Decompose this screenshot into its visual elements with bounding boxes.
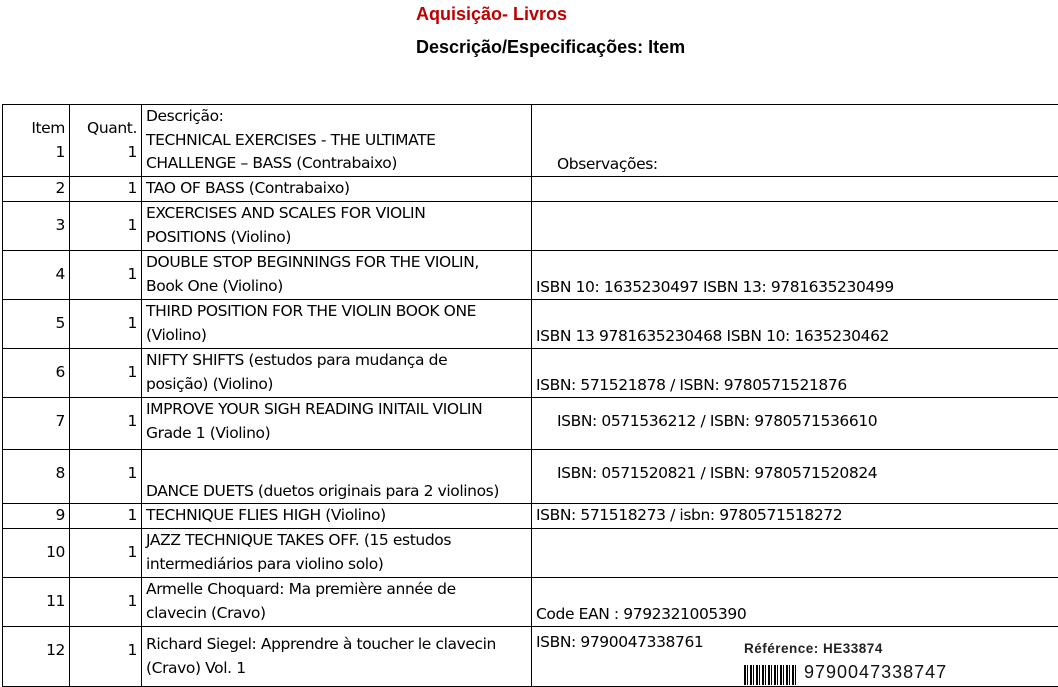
obs-cell: ISBN: 571518273 / isbn: 9780571518272 [532, 504, 1058, 529]
desc-line: NIFTY SHIFTS (estudos para mudança de [146, 349, 527, 373]
desc-line: posição) (Violino) [146, 373, 527, 397]
item-number: 4 [3, 251, 70, 300]
desc-line: DOUBLE STOP BEGINNINGS FOR THE VIOLIN, [146, 251, 527, 275]
desc-cell [142, 398, 532, 450]
desc-line: Richard Siegel: Apprendre à toucher le clavecin [146, 633, 527, 657]
desc-line: (Violino) [146, 324, 527, 348]
desc-line: TECHNICAL EXERCISES - THE ULTIMATE [146, 129, 527, 153]
desc-line: IMPROVE YOUR SIGH READING INITAIL VIOLIN [146, 398, 527, 422]
obs-cell [532, 177, 1058, 202]
document-subtitle: Descrição/Especificações: Item [416, 37, 685, 58]
qty-value: 1 [70, 578, 142, 627]
table-row [3, 349, 1058, 398]
table-row [3, 177, 1058, 202]
qty-value: 1 [70, 450, 142, 504]
desc-line: CHALLENGE – BASS (Contrabaixo) [146, 152, 527, 176]
barcode-reference: Référence: HE33874 [744, 641, 883, 656]
table-row [3, 504, 1058, 529]
obs-cell: ISBN: 571521878 / ISBN: 9780571521876 [532, 349, 1058, 398]
obs-cell: ISBN: 9790047338761 [532, 627, 1058, 687]
desc-line: DANCE DUETS (duetos originais para 2 violinos) [146, 480, 527, 504]
desc-cell [142, 450, 532, 504]
desc-cell [142, 578, 532, 627]
desc-line: Book One (Violino) [146, 275, 527, 299]
desc-line: JAZZ TECHNIQUE TAKES OFF. (15 estudos [146, 529, 527, 553]
desc-cell [142, 349, 532, 398]
item-number: 10 [3, 529, 70, 578]
obs-cell: ISBN: 0571520821 / ISBN: 9780571520824 [532, 450, 1058, 504]
desc-cell [142, 202, 532, 251]
desc-line: EXCERCISES AND SCALES FOR VIOLIN [146, 202, 527, 226]
item-cell [3, 105, 70, 177]
desc-cell [142, 177, 532, 202]
item-number: 8 [3, 450, 70, 504]
barcode-bars [744, 665, 796, 685]
desc-line: intermediários para violino solo) [146, 553, 527, 577]
desc-cell [142, 300, 532, 349]
obs-cell: Code EAN : 9792321005390 [532, 578, 1058, 627]
table-row [3, 450, 1058, 504]
item-number: 1 [7, 141, 65, 165]
qty-value: 1 [70, 504, 142, 529]
desc-cell [142, 529, 532, 578]
barcode-label [744, 641, 984, 681]
desc-header-label: Descrição: [146, 105, 527, 129]
desc-cell [142, 504, 532, 529]
qty-cell [70, 105, 142, 177]
document-title: Aquisição- Livros [416, 4, 567, 25]
desc-cell [142, 251, 532, 300]
item-header-label: Item [7, 117, 65, 141]
qty-value: 1 [70, 202, 142, 251]
item-number: 9 [3, 504, 70, 529]
obs-cell [532, 202, 1058, 251]
obs-cell [532, 105, 1058, 177]
obs-cell: ISBN 10: 1635230497 ISBN 13: 9781635230499 [532, 251, 1058, 300]
qty-value: 1 [74, 141, 137, 165]
qty-header-label: Quant. [74, 117, 137, 141]
item-number: 5 [3, 300, 70, 349]
item-number: 3 [3, 202, 70, 251]
obs-cell: ISBN: 0571536212 / ISBN: 9780571536610 [532, 398, 1058, 450]
table-row [3, 578, 1058, 627]
desc-line: THIRD POSITION FOR THE VIOLIN BOOK ONE [146, 300, 527, 324]
obs-cell [532, 529, 1058, 578]
table-row [3, 202, 1058, 251]
qty-value: 1 [70, 177, 142, 202]
item-number: 11 [3, 578, 70, 627]
table-row [3, 398, 1058, 450]
item-number: 6 [3, 349, 70, 398]
qty-value: 1 [70, 627, 142, 687]
item-number: 2 [3, 177, 70, 202]
obs-cell: ISBN 13 9781635230468 ISBN 10: 1635230462 [532, 300, 1058, 349]
desc-line: TECHNIQUE FLIES HIGH (Violino) [146, 504, 527, 528]
barcode-number: 9790047338747 [804, 662, 947, 683]
desc-cell [142, 627, 532, 687]
desc-line: Armelle Choquard: Ma première année de [146, 578, 527, 602]
table-row [3, 300, 1058, 349]
desc-line: Grade 1 (Violino) [146, 422, 527, 446]
qty-value: 1 [70, 529, 142, 578]
desc-line: POSITIONS (Violino) [146, 226, 527, 250]
qty-value: 1 [70, 398, 142, 450]
obs-header-label: Observações: [557, 153, 1058, 177]
table-row [3, 105, 1058, 177]
table-row [3, 529, 1058, 578]
item-number: 7 [3, 398, 70, 450]
desc-line: (Cravo) Vol. 1 [146, 657, 527, 681]
desc-cell [142, 105, 532, 177]
qty-value: 1 [70, 251, 142, 300]
desc-line: TAO OF BASS (Contrabaixo) [146, 177, 527, 201]
items-table [2, 104, 1058, 687]
qty-value: 1 [70, 300, 142, 349]
table-row [3, 251, 1058, 300]
item-number: 12 [3, 627, 70, 687]
desc-line: clavecin (Cravo) [146, 602, 527, 626]
qty-value: 1 [70, 349, 142, 398]
